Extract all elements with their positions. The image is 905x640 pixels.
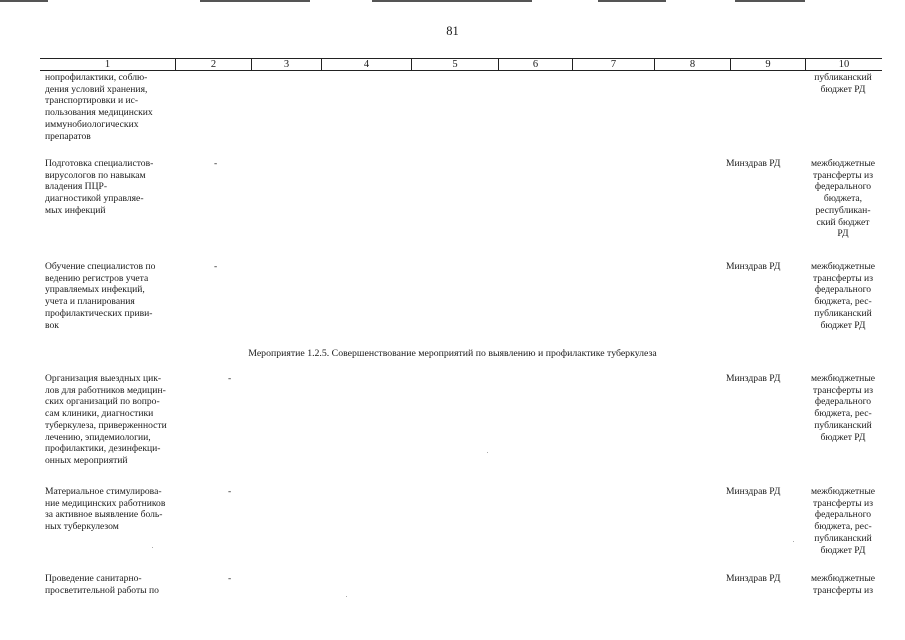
text-line: бюджета, xyxy=(823,193,863,205)
text-line: федерального xyxy=(814,509,872,521)
text-line: нопрофилактики, соблю- xyxy=(45,72,148,83)
text-line: сам клиники, диагностики xyxy=(45,408,154,420)
top-edge-rule xyxy=(598,0,666,2)
page-number: 81 xyxy=(446,24,459,38)
text-line: бюджета, рес- xyxy=(814,296,872,308)
funding-source xyxy=(800,158,886,240)
text-line: учета и планирования xyxy=(45,296,135,308)
text-line: Обучение специалистов по xyxy=(45,261,156,272)
term-dash: - xyxy=(214,261,218,272)
column-number: 1 xyxy=(104,59,111,70)
column-number: 6 xyxy=(532,59,539,70)
scan-speck xyxy=(487,452,488,453)
text-line: межбюджетные xyxy=(810,486,876,497)
text-line: Материальное стимулирова- xyxy=(45,486,162,497)
text-line: бюджета, рес- xyxy=(814,408,872,420)
column-number: 4 xyxy=(363,59,370,70)
text-line: владения ПЦР- xyxy=(45,181,108,193)
text-line: трансферты из xyxy=(813,384,873,396)
column-number: 8 xyxy=(689,59,696,70)
text-line: просветительной работы по xyxy=(45,584,159,596)
term-dash: - xyxy=(228,573,232,584)
text-line: РД xyxy=(837,228,849,240)
text-line: мых инфекций xyxy=(45,204,106,216)
text-line: трансферты из xyxy=(813,584,873,596)
text-line: бюджет РД xyxy=(820,431,866,443)
text-line: трансферты из xyxy=(813,497,873,509)
text-line: бюджет РД xyxy=(820,319,866,331)
executor: Минздрав РД xyxy=(726,373,781,384)
text-line: ских организаций по вопро- xyxy=(45,396,160,408)
text-line: бюджет РД xyxy=(820,544,866,556)
scan-speck xyxy=(346,596,347,597)
activity-description xyxy=(45,373,185,467)
scan-speck xyxy=(793,541,794,542)
executor: Минздрав РД xyxy=(726,158,781,169)
text-line: вирусологов по навыкам xyxy=(45,169,146,181)
column-number: 5 xyxy=(452,59,458,70)
column-number: 9 xyxy=(765,59,771,70)
funding-source xyxy=(800,72,886,95)
activity-description xyxy=(45,72,185,142)
text-line: Подготовка специалистов- xyxy=(45,158,154,169)
term-dash: - xyxy=(228,373,232,384)
text-line: за активное выявление боль- xyxy=(45,509,163,521)
text-line: межбюджетные xyxy=(810,158,876,169)
text-line: транспортировки и ис- xyxy=(45,95,139,107)
text-line: Проведение санитарно- xyxy=(45,573,142,584)
column-number: 10 xyxy=(838,59,850,70)
text-line: онных мероприятий xyxy=(45,454,128,466)
text-line: лов для работников медицин- xyxy=(45,384,166,396)
table-column-header xyxy=(40,58,882,71)
text-line: межбюджетные xyxy=(810,573,876,584)
text-line: публиканский xyxy=(814,532,872,544)
text-line: трансферты из xyxy=(813,272,873,284)
text-line: межбюджетные xyxy=(810,373,876,384)
text-line: ведению регистров учета xyxy=(45,272,149,284)
top-edge-rule xyxy=(200,0,310,2)
text-line: пользования медицинских xyxy=(45,107,153,119)
executor: Минздрав РД xyxy=(726,261,781,272)
text-line: публиканский xyxy=(814,307,872,319)
funding-source xyxy=(800,486,886,556)
text-line: публиканский xyxy=(814,72,872,83)
text-line: бюджет РД xyxy=(820,83,866,95)
text-line: туберкулеза, приверженности xyxy=(45,419,167,431)
text-line: республикан- xyxy=(815,204,871,216)
text-line: трансферты из xyxy=(813,169,873,181)
column-number: 2 xyxy=(210,59,217,70)
top-edge-rule xyxy=(372,0,532,2)
text-line: Организация выездных цик- xyxy=(45,373,162,384)
executor: Минздрав РД xyxy=(726,573,781,584)
activity-description xyxy=(45,486,185,533)
text-line: вок xyxy=(45,319,59,331)
text-line: федерального xyxy=(814,396,872,408)
activity-description xyxy=(45,573,185,596)
text-line: управляемых инфекций, xyxy=(45,284,145,296)
text-line: публиканский xyxy=(814,419,872,431)
section-title: Мероприятие 1.2.5. Совершенствование мероприятий по выявлению и профилактике туберкулеза xyxy=(248,348,657,359)
text-line: препаратов xyxy=(45,130,91,142)
text-line: ние медицинских работников xyxy=(45,497,166,509)
executor: Минздрав РД xyxy=(726,486,781,497)
funding-source xyxy=(800,373,886,443)
column-number: 7 xyxy=(610,59,617,70)
term-dash: - xyxy=(214,158,218,169)
scan-speck xyxy=(152,547,153,548)
text-line: ский бюджет xyxy=(816,216,870,228)
text-line: федерального xyxy=(814,284,872,296)
top-edge-rule xyxy=(735,0,805,2)
activity-description xyxy=(45,158,185,217)
text-line: иммунобиологических xyxy=(45,118,139,130)
text-line: профилактики, дезинфекци- xyxy=(45,443,161,455)
column-number: 3 xyxy=(283,59,290,70)
text-line: лечению, эпидемиологии, xyxy=(45,431,151,443)
text-line: ных туберкулезом xyxy=(45,521,119,533)
funding-source xyxy=(800,261,886,331)
text-line: профилактических приви- xyxy=(45,307,153,319)
term-dash: - xyxy=(228,486,232,497)
text-line: межбюджетные xyxy=(810,261,876,272)
text-line: дения условий хранения, xyxy=(45,83,148,95)
activity-description xyxy=(45,261,185,331)
text-line: диагностикой управляе- xyxy=(45,193,144,205)
funding-source xyxy=(800,573,886,596)
text-line: бюджета, рес- xyxy=(814,521,872,533)
text-line: федерального xyxy=(814,181,872,193)
top-edge-rule xyxy=(0,0,48,2)
